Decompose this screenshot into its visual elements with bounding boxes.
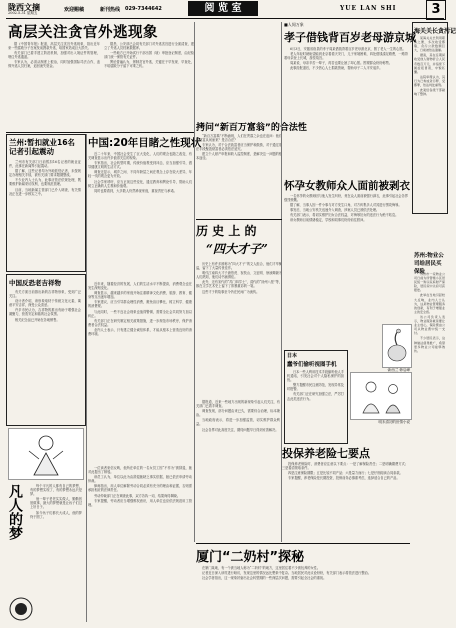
dream-body: 每个平凡的人都有自己的梦想，有的梦想实现了，有的梦想永远只是梦。 他一辈子老老实实做人，勤勤恳恳做事，最大的梦想就是让孩子们过上好日子。 如今孩子们都长大成人，他的梦终于圆了。 [30, 484, 82, 519]
patent-body: 投保养老保险时，消费者应注意以下要点：一是了解保险责任；二是明确缴费方式；三是看清领取条件。 四是注意保险期限；五是比较不同产品；六是量力而行；七是仔细阅读合同条款。 专家提醒，养老保险是长期投资，投保前务必慎重考虑，选择适合自己的产品。 [282, 462, 408, 481]
guard-body: 有关方面日前推出新的吉祥物形象，受到广泛关注。 设计者介绍，该形象取材于传统文化元素，寓意平安吉祥，深受公众喜爱。 许多市民认为，吉祥物的推出有助于增强社会凝聚力，营造安定和谐的社会氛围。 相关纪念品已开始在各地销售。 [9, 290, 81, 322]
guard-headline: 中国反恐老吉祥物 [9, 279, 61, 287]
goose-photo [382, 324, 412, 368]
xiamen-top-rule [196, 543, 410, 544]
cartoon [8, 428, 84, 480]
dream-headline: 凡人的梦 [7, 484, 23, 540]
goose-illustration [383, 325, 411, 367]
masthead [0, 0, 450, 19]
emblem [8, 596, 34, 622]
hk-headline: 海关关长贪污记 [414, 28, 456, 35]
whistle-body: 一名怀孕的女教师因与他人发生纠纷，竟在众人面前被强行剥衣，此事引起社会各界强烈愤慨。 据了解，当事人因一件小事与对方发生口角，对方纠集多人对其进行围攻侮辱。 事发后，当地公安机关迅速介入调查，涉案人员已被依法处理。 有关部门表示，将切实维护妇女合法权益，对侮辱妇女的违法行为绝不姑息。 该女教师目前情绪稳定，学校和同事们纷纷前往慰问。 [284, 194, 408, 223]
ad-line: 欢迎赐稿 [64, 7, 85, 13]
filial-body: 6月3日，安徽省宿县的孝子周某借钱背着百岁老母游北京，圆了老人一生的心愿。 老人年轻时就盼望能到北京看看天安门，儿子家境困难，四处借钱凑足路费，一路背着母亲登上长城，游览故宫。 周某说，母亲辛苦一辈子，再苦也要让她了却心愿。围观群众纷纷称赞。 此事经报道后，不少热心人士捐款资助，帮助母子二人平安返乡。 [284, 47, 408, 71]
issue-date: 2002.5.31 星期五 [8, 11, 38, 15]
lead-headline: 高层关注贪官外逃现象 [8, 25, 158, 41]
japan-headline: 蠢爷们偷听视图手机 [287, 362, 337, 368]
lead-body-2: 据悉，公安部已会同有关部门对外逃贪官进行全面清查，建立了外逃人员档案数据库。 一些地方已开始试行干部出国（境）审批登记制度，由纪检部门统一保管有关证件。 舆论普遍认为，遏制贪官外逃，关键在于早发现、早查处，不给腐败分子留下可乘之机。 [104, 42, 194, 69]
cartoon-drawing [9, 429, 83, 479]
phone-number: 029-7344642 [125, 6, 162, 12]
suzhou-body: 苏州市一家物业公司日前为所管辖小区居民统一购买家庭财产保险，居民家中失窃可获赔偿。 此举在当地引起较大反响，业内人士认为，这是物业管理服务的创新，有利于增强业主的安全感。 该公司负责人表示，物业服务就是要让业主放心，保险费由公司从物业费中统一支付。 不少居民表示，这种做法值得推广，希望更多物业公司能够效仿。 [414, 272, 445, 353]
xinwanfu-headline: 拷问“新百万富翁”的合法性 [196, 123, 307, 133]
jiaxing-body: 兰州市有关部门日前暂扣16名记者的就业证件，此事在新闻界引起震动。 据了解，这些记者均为外地派驻记者，未按规定办理相关手续，被有关部门要求限期整改。 不少业内人士认为，此事应依法依规处理，既要维护新闻采访权利，也要规范管理。 目前，当地新闻主管部门已介入调查，有关情况正在进一步核实之中。 [9, 160, 81, 196]
figure-drawing [351, 373, 411, 419]
china20-body: 近二十年来，中国社会发生了巨大变化，人们的观念也随之改变，有关调查显示出许多值得关注的现象。 专家指出，社会转型时期，传统价值观受到冲击，应当加强引导，倡导健康文明的生活方式。 调查还显示，城乡之间、不同年龄层之间在观念上存在较大差异，年轻一代的观念更为开放。 社会学家呼吁，应当正视这些变化，通过教育和舆论引导，帮助人们树立正确的人生观和价值观。 同时也要看到，大多数人仍然珍视家庭，重视责任与承诺。 [88, 152, 192, 193]
history-top-rule [196, 219, 282, 220]
section-pinyin: YUE LAN SHI [340, 5, 397, 12]
jiaxing-headline: 兰州:暂扣就业16名记者引起震动 [9, 138, 75, 156]
patent-headline: 投保养老险七要点 [282, 447, 370, 460]
hk-body: 某海关关长利用职务之便，多次收受贿赂，贪污公款数额巨大，日前被依法逮捕。 据查，其在任期间收受他人财物折合人民币数百万元，并指使下属虚报冒领，中饱私囊。 法院审理认为，其行为已构成贪污罪、受贿罪，依法判处重刑。 此案给各级干部敲响了警钟。 [414, 36, 445, 97]
history-headline-2: “四大才子” [206, 242, 268, 256]
suzhou-headline: 苏州:物业公司给居民买保险 [414, 253, 444, 275]
china20-headline: 中国:20年目睹之性现状 [88, 137, 202, 149]
page-number: 3 [426, 0, 446, 20]
japan-label: 日本 [287, 353, 298, 359]
filial-tag: ■人间万象 [284, 22, 304, 27]
column-rule-3 [281, 22, 282, 542]
column-rule-2 [194, 22, 195, 542]
bottom-mid-body: 一位读者来信反映，他所在单位的一名女员工因“不作为”被辞退，她对此提出了辩驳。 该员工认为，单位以此为由辞退她缺乏事实依据，她已依法申请劳动仲裁。 律师指出，用人单位解除劳动合同必须有充分的理由和证据，否则需承担相应的法律责任。 劳动仲裁部门正在调查此事，双方各执一词，结果尚待揭晓。 专家提醒，劳动者应当增强维权意识，用人单位也应依法规范用工管理。 [88, 466, 192, 507]
lead-bottom-rule [6, 132, 194, 133]
book-caption: 明末清初的世情小说 [378, 420, 410, 424]
paper-name: 陇西文摘 [8, 2, 40, 12]
phone-label: 新刊热线 [100, 7, 121, 13]
middle-body: 近年来，随着经济的发展，人们的生活水平不断提高，消费观念也在发生深刻变化。 调查显示，越来越多的家庭开始注重精神文化消费，旅游、教育、健身等支出逐年增加。 专家建议，应当引导群众理性消费，避免盲目攀比，树立科学、健康的消费观。 与此同时，一些不良社会现象也值得警惕，需要全社会共同努力加以纠正。 有关部门正在研究制定相关政策措施，进一步规范市场秩序，保护消费者合法权益。 业内人士表示，只有建立健全诚信体系，才能从根本上营造良好的消费环境。 [88, 282, 192, 337]
masthead-rule [6, 18, 444, 19]
section-title: 阅 览 室 [188, 1, 258, 16]
filial-headline: 孝子借钱背百岁老母游京城 [284, 31, 416, 44]
lead-body: 据《中国青年报》报道，高层关注贪官外逃现象，指出近年来一些腐败分子在案发前携款外逃，给国家造成巨大损失。 有关部门已着手建立防范机制，加强对出入境证件的管理，堵住外逃通道。 专家认为，必须从制度上根治，同时加强国际司法合作，追缉外逃人员归案，追回流失资金。 [8, 42, 100, 69]
column-rule-1 [86, 134, 87, 622]
xiamen-body: 在厦门某地，有一个被当地人称为“二奶村”的地方，这里居住着不少被包养的女性。 记者近日深入该村进行暗访，发现这里的情况远比想象中复杂。当地居民对此议论纷纷，有关部门表示将依法进行整治。 社会学者指出，这一现象折射出社会转型期的一些深层次问题，需要引起全社会的重视。 [202, 566, 371, 581]
history-headline-1: 历 史 上 的 [196, 224, 257, 238]
xiamen-headline: 厦门“二奶村”探秘 [196, 550, 305, 565]
xinwanfu-body: “新百万富翁”不断涌现，人们在羡慕之余也在追问：他们的财富从何而来？是否合法？ 专家认为，对于合法致富者应当保护和鼓励，对于通过非法手段聚敛财富者必须依法追究。 建立个人财产申报和收入监控制度，是解决这一问题的根本途径。 [196, 134, 282, 161]
history-body: 历史上有许多被称为“四大才子”的文人组合，他们才华横溢，留下了大量传世佳作。 明代江南四大才子唐伯虎、祝枝山、文征明、徐祯卿最为人们熟知，他们诗书画俱佳。 此外，还有宋代的“苏门四学士”，清代的“扬州八怪”等，都在文学艺术史上留下了浓墨重彩的一笔。 这些才子的故事至今仍在民间广为流传。 [196, 262, 282, 294]
emblem-icon [8, 596, 34, 622]
japan-body: 日本一些人利用技术手段偷听他人手机通话，引发社会对个人隐私保护的担忧。 警方提醒市民注意防范，发现异常及时报警。 有关部门正在研究加强立法，严厉打击此类违法行为。 [287, 370, 344, 401]
goose-caption: ·新西兰 韩启峰 [386, 368, 410, 372]
bottom-mid-body-2: 据报道，近来一些地方出现的新现象引起人们关注，有关部门已着手调查。 调查发现，部分问题由来已久，需要综合治理，标本兼治。 当地政府表示，将进一步加强监管，切实维护群众利益。 社会各界对此高度关注，期待问题早日得到妥善解决。 [196, 400, 280, 432]
whistle-headline: 怀孕女教师众人面前被剥衣 [284, 180, 410, 192]
book-illustration [350, 372, 412, 420]
